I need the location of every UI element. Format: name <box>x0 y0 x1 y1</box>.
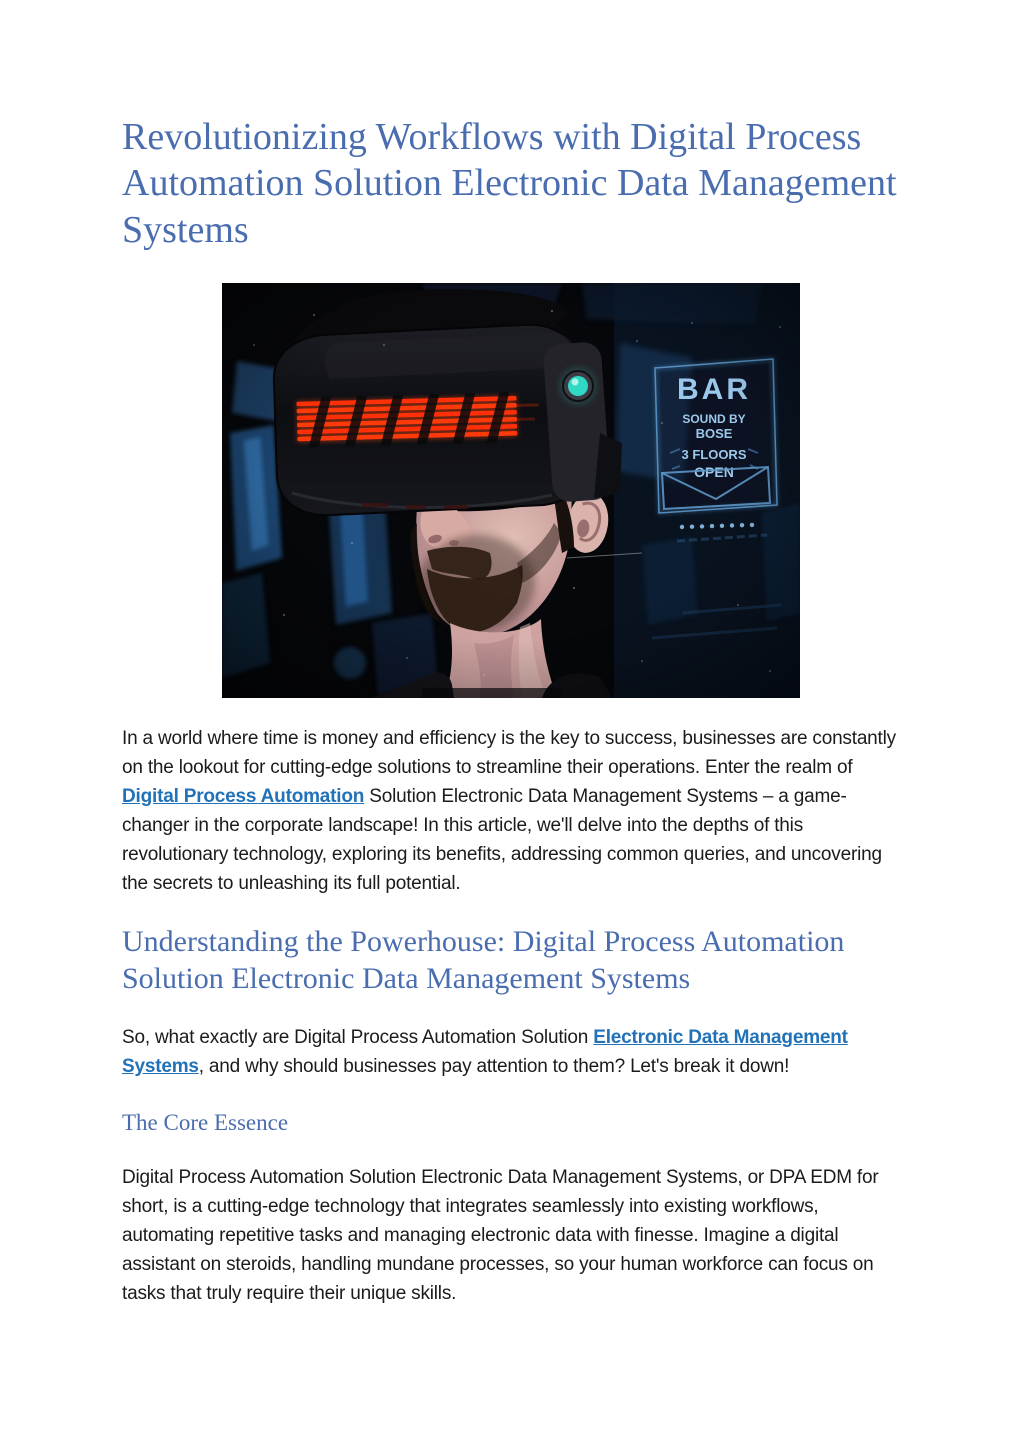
text-segment: Solution Electronic Data Management Systems – a game-changer in the corporate landscape! In this article, we'll delve into the depths of this revolutionary technology, exploring its benefits, addressing common queries, and uncovering the secrets to unleashing its full potential. <box>122 786 882 895</box>
section2-paragraph: Digital Process Automation Solution Electronic Data Management Systems, or DPA EDM for short, is a cutting-edge technology that integrates seamlessly into existing workflows, automating repetitive tasks and managing electronic data with finesse. Imagine a digital assistant on steroids, handling mundane processes, so your human workforce can focus on tasks that truly require their unique skills. <box>122 1166 879 1304</box>
text-segment: So, what exactly are Digital Process Automation Solution <box>122 1027 594 1049</box>
intro-paragraph <box>122 724 912 898</box>
text-segment: In a world where time is money and efficiency is the key to success, businesses are constantly on the lookout for cutting-edge solutions to streamline their operations. Enter the realm of <box>122 728 896 779</box>
text-segment: , and why should businesses pay attention to them? Let's break it down! <box>198 1056 790 1078</box>
article-title: Revolutionizing Workflows with Digital Process Automation Solution Electronic Data Management Systems <box>122 116 897 251</box>
section1-paragraph <box>122 1023 912 1081</box>
inline-link[interactable]: Electronic Data Management Systems <box>122 1027 848 1078</box>
vr-headset-photo <box>222 283 800 698</box>
section-heading-understanding-powerhouse: Understanding the Powerhouse: Digital Process Automation Solution Electronic Data Management Systems <box>122 925 845 995</box>
subsection-heading-core-essence: The Core Essence <box>122 1110 289 1136</box>
inline-link[interactable]: Digital Process Automation <box>122 786 365 808</box>
vignette-overlay <box>222 283 800 698</box>
hero-figure <box>222 283 800 698</box>
